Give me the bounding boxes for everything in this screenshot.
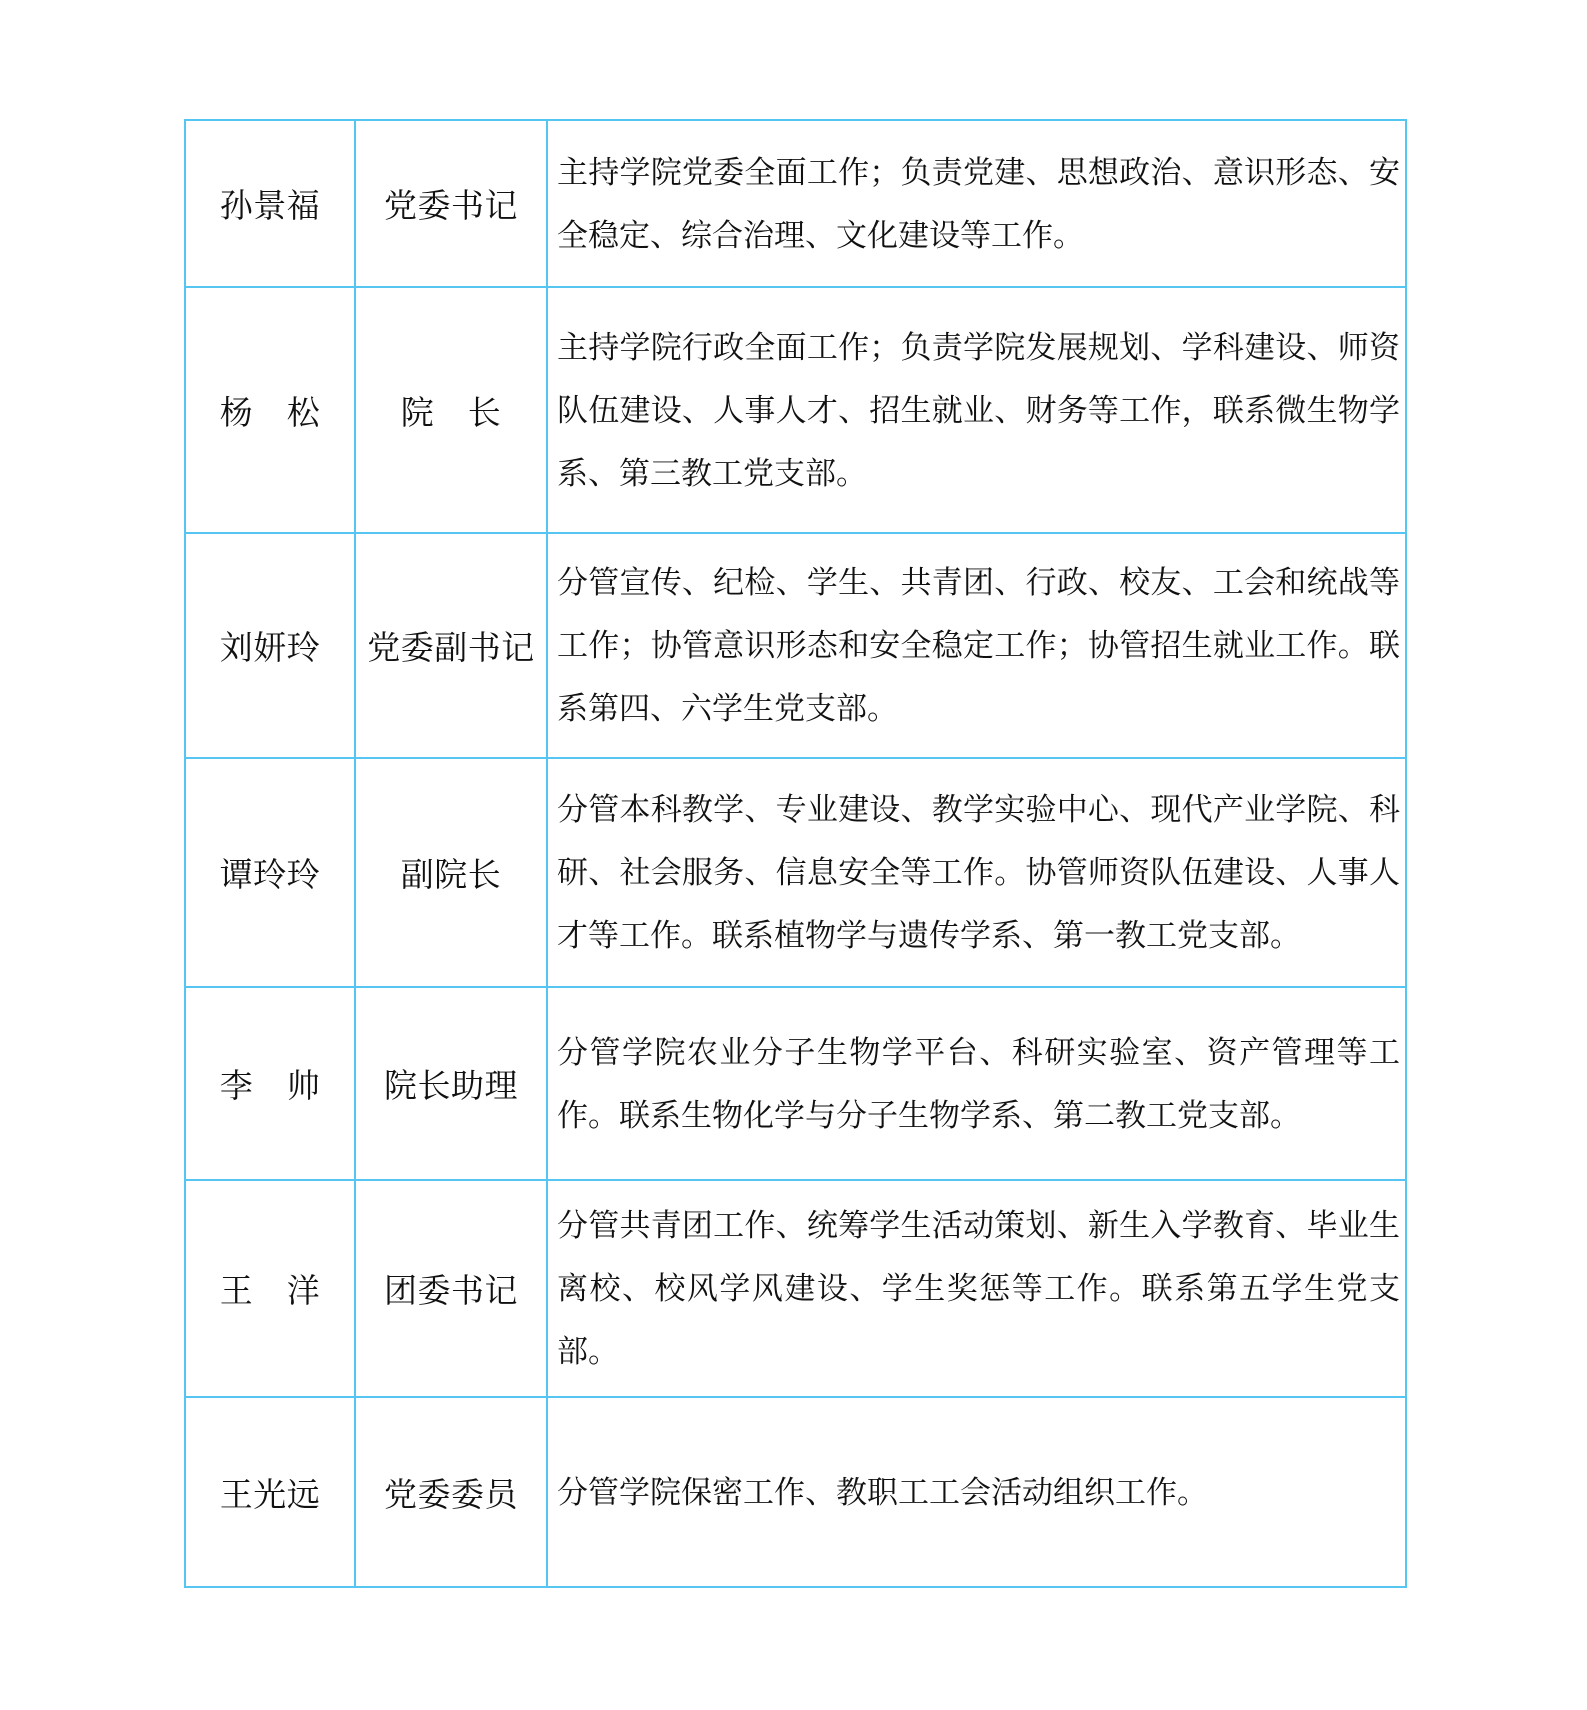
duties-cell: 分管学院保密工作、教职工工会活动组织工作。 xyxy=(547,1397,1406,1587)
table-row xyxy=(185,758,1406,987)
duties-cell: 分管共青团工作、统筹学生活动策划、新生入学教育、毕业生离校、校风学风建设、学生奖惩等工作。联系第五学生党支部。 xyxy=(547,1180,1406,1397)
name-cell: 谭玲玲 xyxy=(185,758,355,987)
table-row xyxy=(185,1180,1406,1397)
duties-cell: 分管本科教学、专业建设、教学实验中心、现代产业学院、科研、社会服务、信息安全等工作。协管师资队伍建设、人事人才等工作。联系植物学与遗传学系、第一教工党支部。 xyxy=(547,758,1406,987)
name-cell: 李 帅 xyxy=(185,987,355,1180)
table-row xyxy=(185,987,1406,1180)
position-cell: 党委副书记 xyxy=(355,533,547,758)
name-cell: 王光远 xyxy=(185,1397,355,1587)
position-cell: 院长助理 xyxy=(355,987,547,1180)
name-cell: 刘妍玲 xyxy=(185,533,355,758)
duties-cell: 主持学院行政全面工作；负责学院发展规划、学科建设、师资队伍建设、人事人才、招生就业、财务等工作，联系微生物学系、第三教工党支部。 xyxy=(547,287,1406,533)
name-cell: 杨 松 xyxy=(185,287,355,533)
position-cell: 团委书记 xyxy=(355,1180,547,1397)
duties-cell: 分管宣传、纪检、学生、共青团、行政、校友、工会和统战等工作；协管意识形态和安全稳定工作；协管招生就业工作。联系第四、六学生党支部。 xyxy=(547,533,1406,758)
position-cell: 副院长 xyxy=(355,758,547,987)
table-row xyxy=(185,287,1406,533)
table-row xyxy=(185,120,1406,287)
name-cell: 孙景福 xyxy=(185,120,355,287)
leadership-table xyxy=(184,119,1407,1588)
position-cell: 院 长 xyxy=(355,287,547,533)
duties-cell: 分管学院农业分子生物学平台、科研实验室、资产管理等工作。联系生物化学与分子生物学系、第二教工党支部。 xyxy=(547,987,1406,1180)
duties-cell: 主持学院党委全面工作；负责党建、思想政治、意识形态、安全稳定、综合治理、文化建设等工作。 xyxy=(547,120,1406,287)
name-cell: 王 洋 xyxy=(185,1180,355,1397)
position-cell: 党委书记 xyxy=(355,120,547,287)
position-cell: 党委委员 xyxy=(355,1397,547,1587)
table-row xyxy=(185,1397,1406,1587)
table-row xyxy=(185,533,1406,758)
